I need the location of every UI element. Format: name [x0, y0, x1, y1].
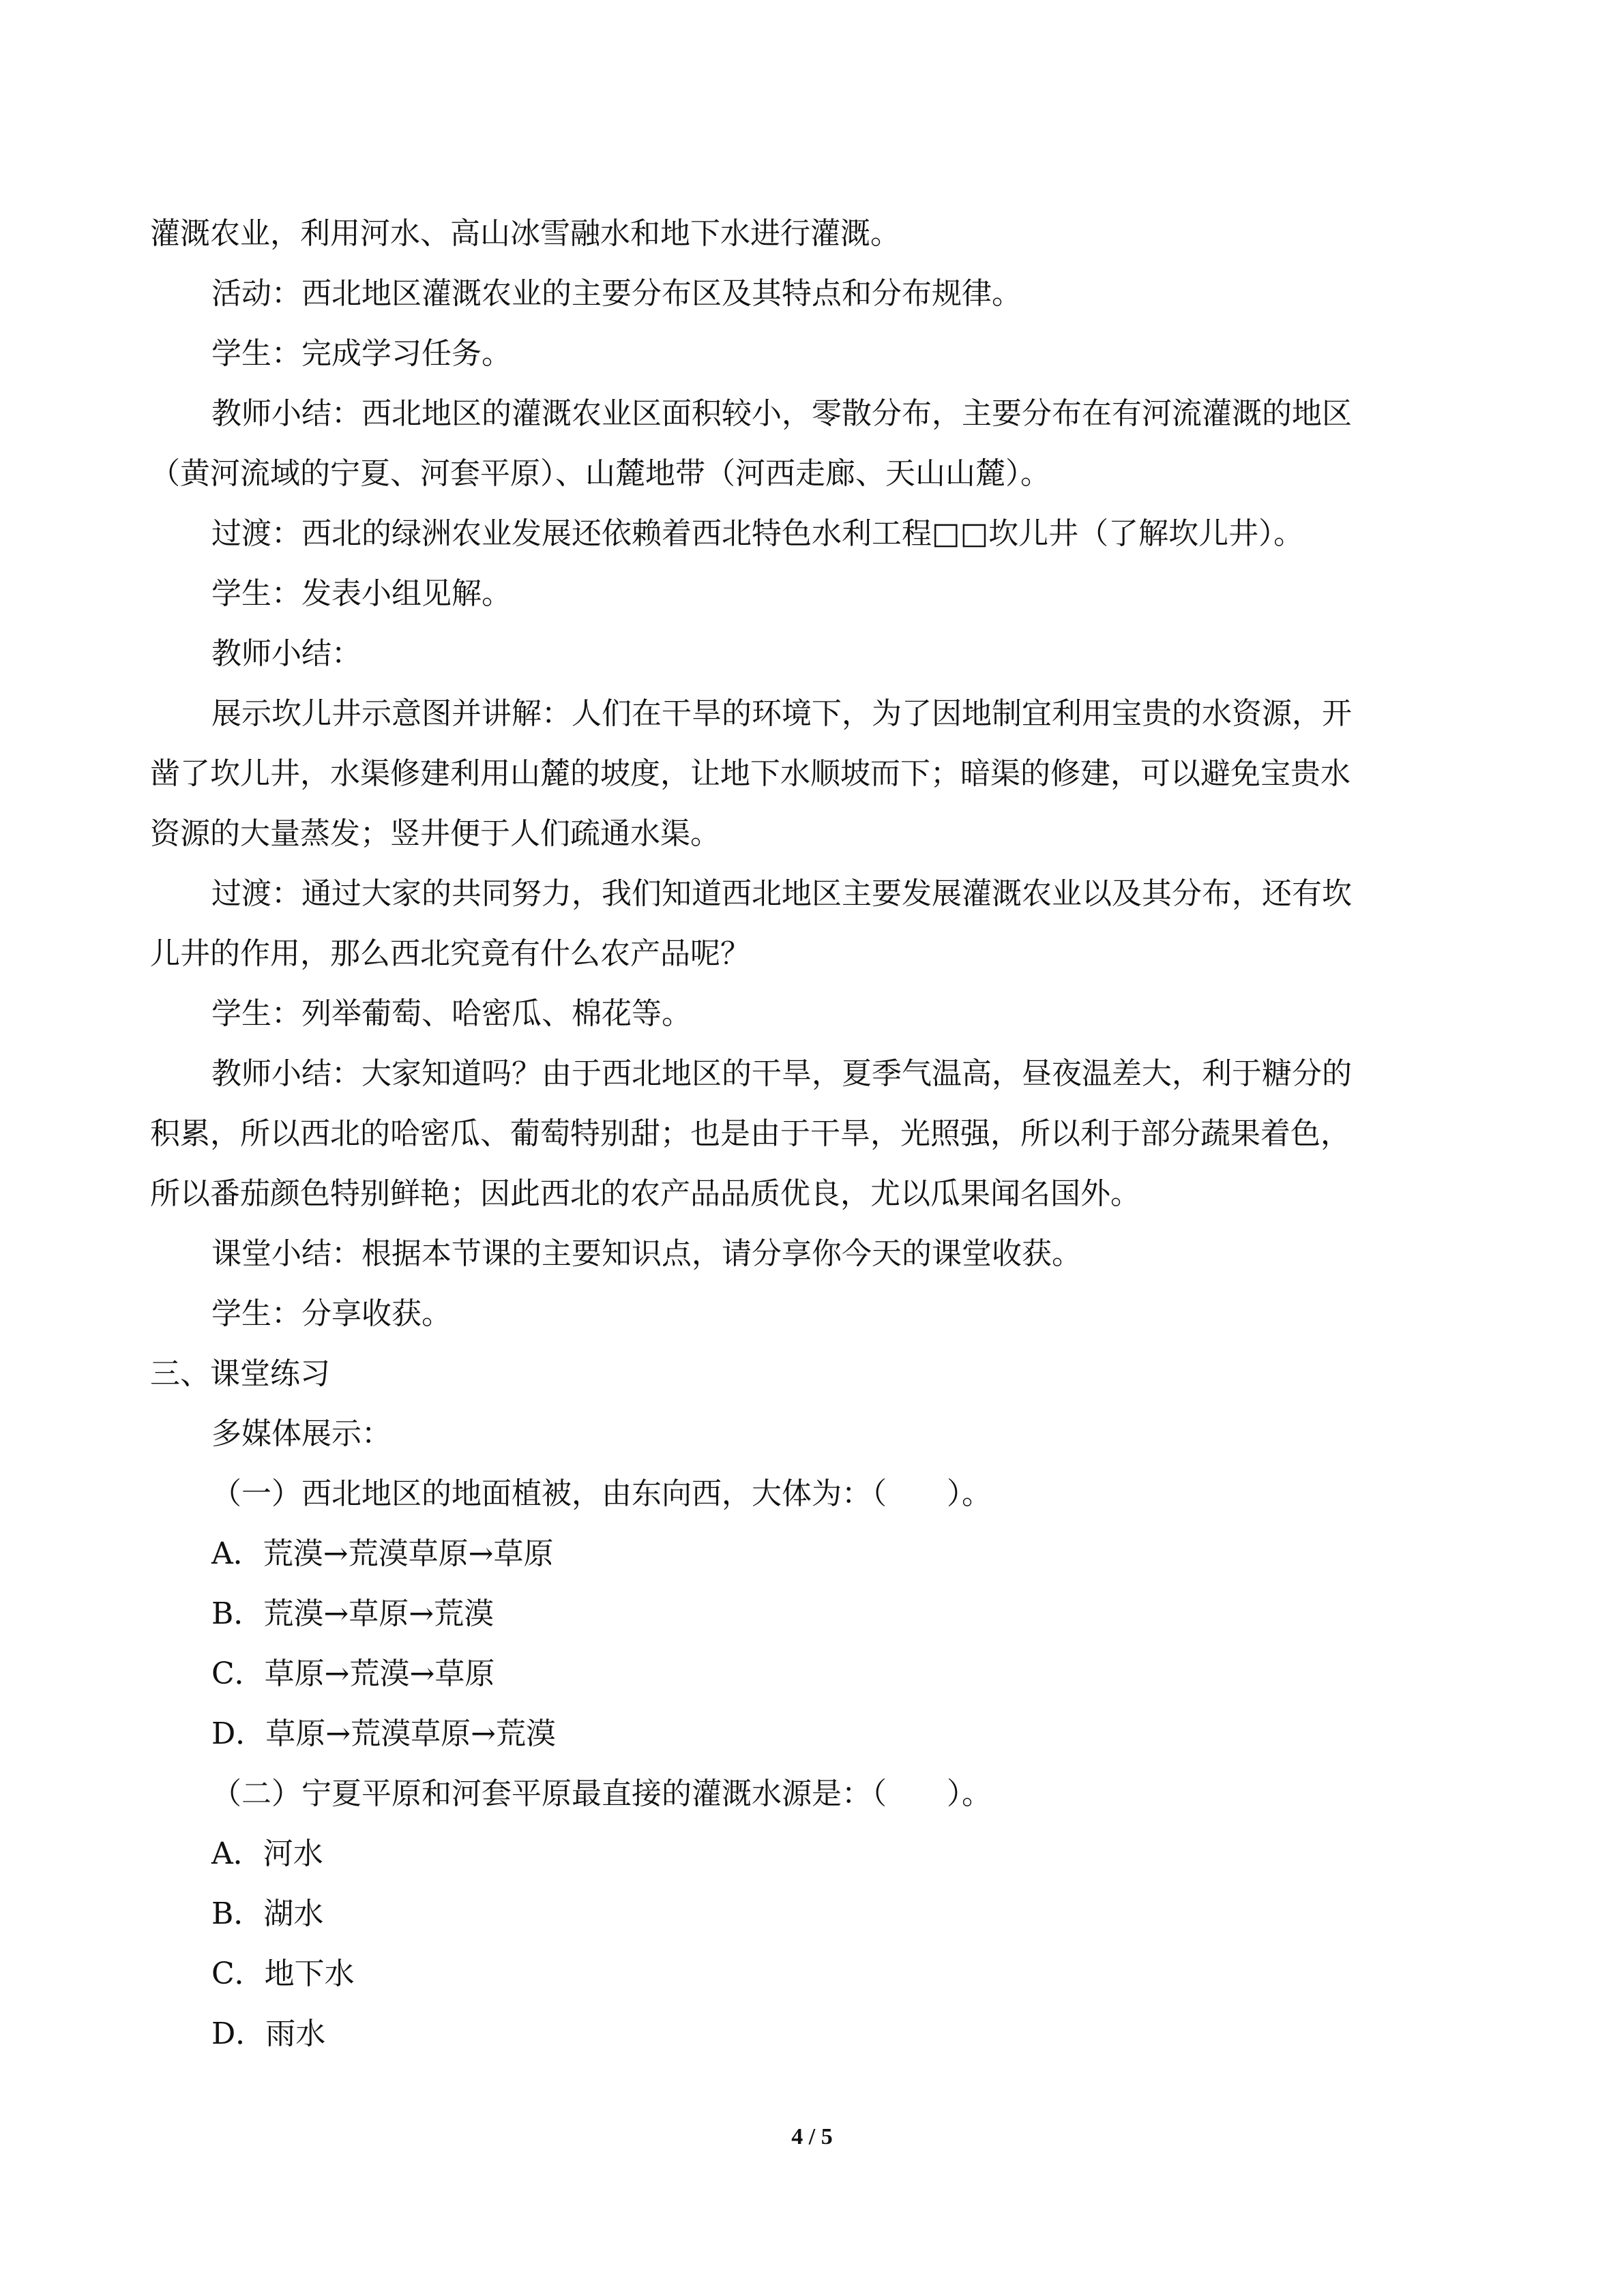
- text-line-teacher-summary-3: 教师小结：大家知道吗？由于西北地区的干旱，夏季气温高，昼夜温差大，利于糖分的: [211, 1056, 1352, 1091]
- question-1-option-d: D．草原→荒漠草原→荒漠: [211, 1716, 557, 1751]
- text-line-irrigation-sources: 灌溉农业，利用河水、高山冰雪融水和地下水进行灌溉。: [150, 216, 900, 251]
- question-2: （二）宁夏平原和河套平原最直接的灌溉水源是：（ ）。: [211, 1776, 992, 1811]
- page-number: 4 / 5: [791, 2124, 833, 2149]
- text-line-transition-products: 过渡：通过大家的共同努力，我们知道西北地区主要发展灌溉农业以及其分布，还有坎: [211, 876, 1352, 911]
- question-2-option-d: D．雨水: [211, 2016, 326, 2051]
- text-line-activity: 活动：西北地区灌溉农业的主要分布区及其特点和分布规律。: [211, 276, 1022, 311]
- question-1-option-b: B．荒漠→草原→荒漠: [211, 1596, 494, 1631]
- text-line-transition-karez: 过渡：西北的绿洲农业发展还依赖着西北特色水利工程□□坎儿井（了解坎儿井）。: [211, 516, 1304, 551]
- text-line-student-task: 学生：完成学习任务。: [211, 336, 512, 371]
- question-1: （一）西北地区的地面植被，由东向西，大体为：（ ）。: [211, 1476, 992, 1511]
- text-line-teacher-summary-3-cont-1: 积累，所以西北的哈密瓜、葡萄特别甜；也是由于干旱，光照强，所以利于部分蔬果着色，: [150, 1116, 1350, 1151]
- text-line-teacher-summary-1-cont: （黄河流域的宁夏、河套平原）、山麓地带（河西走廊、天山山麓）。: [150, 456, 1050, 491]
- text-line-student-views: 学生：发表小组见解。: [211, 576, 512, 611]
- text-line-teacher-summary-3-cont-2: 所以番茄颜色特别鲜艳；因此西北的农产品品质优良，尤以瓜果闻名国外。: [150, 1176, 1140, 1211]
- text-line-class-summary: 课堂小结：根据本节课的主要知识点，请分享你今天的课堂收获。: [211, 1236, 1082, 1271]
- text-line-teacher-summary-2: 教师小结：: [211, 636, 361, 671]
- text-line-multimedia: 多媒体展示：: [211, 1416, 392, 1451]
- text-line-karez-diagram: 展示坎儿井示意图并讲解：人们在干旱的环境下，为了因地制宜利用宝贵的水资源，开: [211, 696, 1352, 731]
- question-1-option-c: C．草原→荒漠→草原: [211, 1656, 495, 1691]
- question-2-option-a: A．河水: [211, 1836, 323, 1871]
- text-line-transition-products-cont: 儿井的作用，那么西北究竟有什么农产品呢？: [150, 936, 750, 971]
- section-heading-practice: 三、课堂练习: [150, 1356, 330, 1391]
- text-line-karez-diagram-cont-1: 凿了坎儿井，水渠修建利用山麓的坡度，让地下水顺坡而下；暗渠的修建，可以避免宝贵水: [150, 756, 1350, 791]
- question-1-option-a: A．荒漠→荒漠草原→草原: [211, 1536, 554, 1571]
- text-line-karez-diagram-cont-2: 资源的大量蒸发；竖井便于人们疏通水渠。: [150, 816, 720, 851]
- text-line-teacher-summary-1: 教师小结：西北地区的灌溉农业区面积较小，零散分布，主要分布在有河流灌溉的地区: [211, 396, 1352, 431]
- question-2-option-b: B．湖水: [211, 1896, 324, 1931]
- text-line-student-share: 学生：分享收获。: [211, 1296, 452, 1331]
- question-2-option-c: C．地下水: [211, 1956, 355, 1991]
- text-line-student-list: 学生：列举葡萄、哈密瓜、棉花等。: [211, 996, 692, 1031]
